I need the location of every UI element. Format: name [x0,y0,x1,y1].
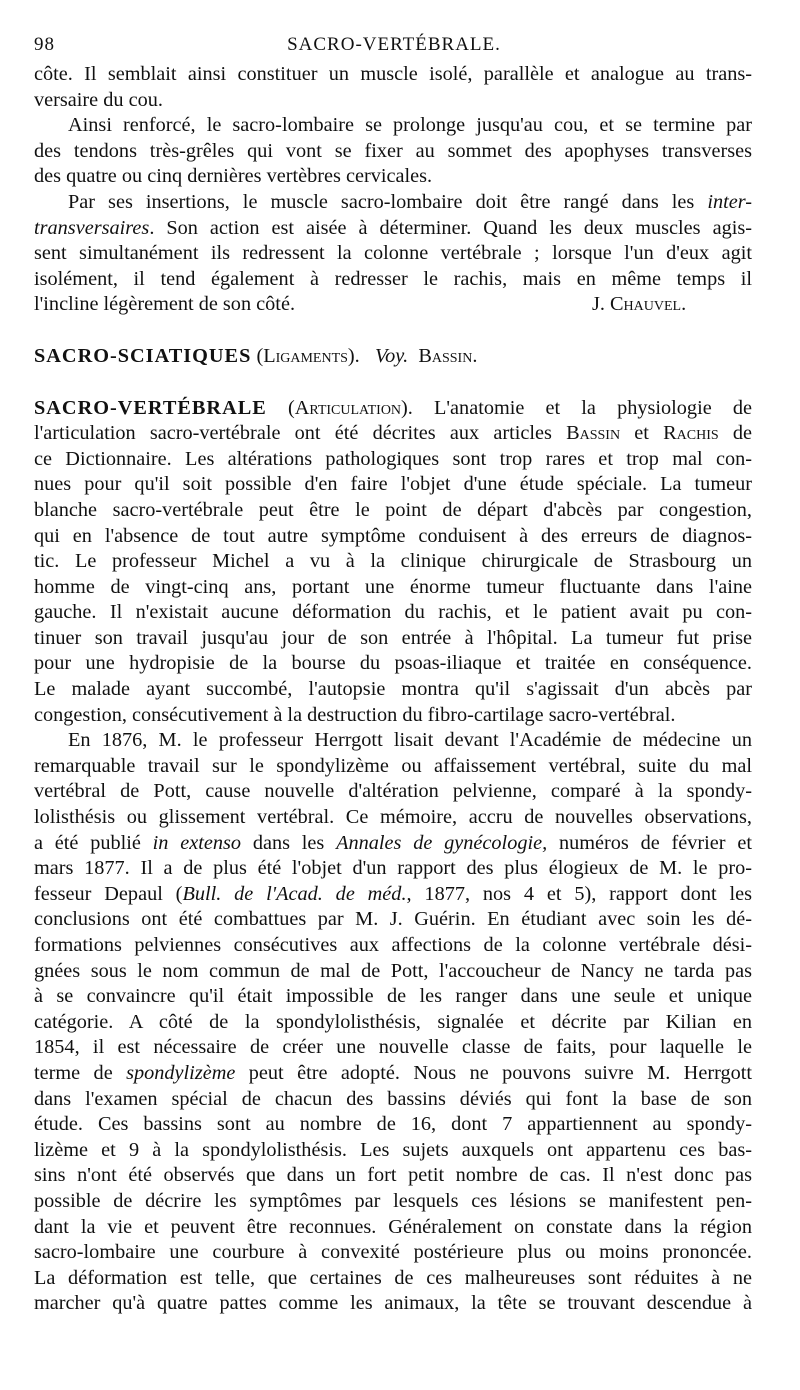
text-run: terme de [34,1061,127,1084]
text-run: dans les [241,831,337,854]
text-line: formations pelviennes consécutives aux affections de la colonne vertébrale dési- [34,934,752,956]
text-line: dans l'examen spécial de chacun des bassins déviés qui font la base de son [34,1087,752,1110]
text-line: homme de vingt-cinq ans, portant une énorme tumeur fluctuante dans l'aine [34,575,752,598]
text-line: gauche. Il n'existait aucune déformation du rachis, et le patient avait pu con- [34,601,752,624]
text-line: vertébral de Pott, cause nouvelle d'altération pelvienne, comparé à la spondy- [34,780,752,803]
text-line: des quatre ou cinq dernières vertèbres cervicales. [34,165,433,188]
cross-ref-target: Bassin [566,422,621,445]
text-line: versaire du cou. [34,88,163,111]
cross-ref-voy: Voy. [374,344,409,367]
text-line: tinuer son travail jusqu'au jour de son entrée à l'hôpital. La tumeur fut prise [34,626,752,649]
text-run: a été publié [34,831,153,854]
text-line: catégorie. A côté de la spondylolisthésis, signalée et décrite par Kilian en [34,1010,752,1033]
text-line: congestion, consécutivement à la destruction du fibro-cartilage sacro-vertébral. [34,703,676,726]
text-line: à se convaincre qu'il était impossible de les ranger dans une seule et unique [34,985,752,1008]
entry-headword: SACRO-VERTÉBRALE [34,396,267,419]
text-line [34,421,752,447]
text-line: sins n'ont été observés que dans un fort petit nombre de cas. Il n'est donc pas [34,1164,752,1187]
text-line: sacro-lombaire une courbure à convexité postérieure plus ou moins prononcée. [34,1241,752,1264]
italic-term: in extenso [152,831,242,854]
text-line: des tendons très-grêles qui vont se fixer au sommet des apophyses transverses [34,139,752,162]
text-line [34,1061,752,1087]
entry-headword: SACRO-SCIATIQUES [34,344,252,367]
journal-title: Bull. de l'Acad. de méd. [182,882,407,905]
text-line: remarquable travail sur le spondylizème ou affaissement vertébral, suite du mal [34,754,752,777]
text-run: peut être adopté. Nous ne pouvons suivre M. Herrgott [235,1061,753,1084]
text-run: . Son action est aisée à déterminer. Quand les deux muscles agis- [149,216,752,239]
text-line: étude. Ces bassins sont au nombre de 16, dont 7 appartiennent au spondy- [34,1113,752,1136]
dictionary-entry-line [34,344,752,370]
text-line: marcher qu'à quatre pattes comme les animaux, la tête se trouvant descendue à [34,1292,752,1315]
entry-qualifier: (Ligaments). [256,344,360,367]
text-line: tic. Le professeur Michel a vu à la clinique chirurgicale de Strasbourg un [34,550,752,573]
text-line: lizème et 9 à la spondylolisthésis. Les sujets auxquels ont appartenu ces bas- [34,1138,752,1161]
text-run: de [718,422,752,445]
author-signature: J. Chauvel. [592,293,687,316]
section-gap [34,318,752,344]
text-line: gnées sous le nom commun de mal de Pott, l'accoucheur de Nancy ne tarda pas [34,959,752,982]
text-line: lolisthésis ou glissement vertébral. Ce mémoire, accru de nouvelles observations, [34,806,752,829]
text-run: numéros de février et [547,831,752,854]
text-line: blanche sacro-vertébrale peut être le point de départ d'abcès par congestion, [34,498,752,521]
page-number: 98 [34,34,55,55]
dictionary-entry-line [34,396,752,422]
text-run: fesseur Depaul ( [34,882,183,905]
running-title: SACRO-VERTÉBRALE. [287,34,501,55]
text-line: 1854, il est nécessaire de créer une nouvelle classe de faits, pour laquelle le [34,1036,752,1059]
running-header [34,34,754,58]
text-line [34,190,752,216]
cross-ref-target: Rachis [663,422,719,445]
text-line [34,882,752,908]
text-line: En 1876, M. le professeur Herrgott lisait devant l'Académie de médecine un [68,729,752,752]
text-line: Ainsi renforcé, le sacro-lombaire se prolonge jusqu'au cou, et se termine par [68,114,752,137]
text-run: l'incline légèrement de son côté. [34,293,296,316]
text-run: L'anatomie et la physiologie de [434,396,752,419]
text-line: conclusions ont été combattues par M. J. Guérin. En étudiant avec soin les dé- [34,908,752,931]
text-line: qui en l'absence de tout autre symptôme conduisent à des erreurs de diagnos- [34,524,752,547]
section-gap [34,370,752,396]
text-line: mars 1877. Il a de plus été l'objet d'un rapport des plus élogieux de M. le pro- [34,857,752,880]
text-run: l'articulation sacro-vertébrale ont été décrites aux articles [34,422,567,445]
entry-qualifier: (Articulation). [287,396,413,419]
italic-term: spondylizème [126,1061,236,1084]
text-line: pour une hydropisie de la bourse du psoas-iliaque et traitée en conséquence. [34,652,752,675]
italic-term: inter- [707,190,752,213]
text-line: La déformation est telle, que certaines de ces malheureuses sont réduites à ne [34,1266,752,1289]
text-line [34,292,752,318]
text-line: sent simultanément ils redressent la colonne vertébrale ; lorsque l'un d'eux agit [34,242,752,265]
text-line: nues pour qu'il soit possible d'en faire l'objet d'une étude spéciale. La tumeur [34,473,752,496]
text-line: isolément, il tend également à redresser le rachis, mais en même temps il [34,267,752,290]
text-line: dant la vie et peuvent être reconnues. Généralement on constate dans la région [34,1215,752,1238]
text-run: Par ses insertions, le muscle sacro-lombaire doit être rangé dans les [68,190,708,213]
text-line: ce Dictionnaire. Les altérations pathologiques sont trop rares et trop mal con- [34,447,752,470]
journal-title: Annales de gynécologie, [336,831,548,854]
text-line: Le malade ayant succombé, l'autopsie montra qu'il s'agissait d'un abcès par [34,678,752,701]
body-text [34,62,752,1317]
text-run: , 1877, nos 4 et 5), rapport dont les [406,882,752,905]
italic-term: transversaires [34,216,150,239]
text-line [34,831,752,857]
text-line [34,216,752,242]
text-line: côte. Il semblait ainsi constituer un muscle isolé, parallèle et analogue au trans- [34,63,752,85]
cross-ref-target: Bassin. [418,344,478,367]
text-run: et [620,422,664,445]
text-line: possible de décrire les symptômes par lesquels ces lésions se manifestent pen- [34,1189,752,1212]
